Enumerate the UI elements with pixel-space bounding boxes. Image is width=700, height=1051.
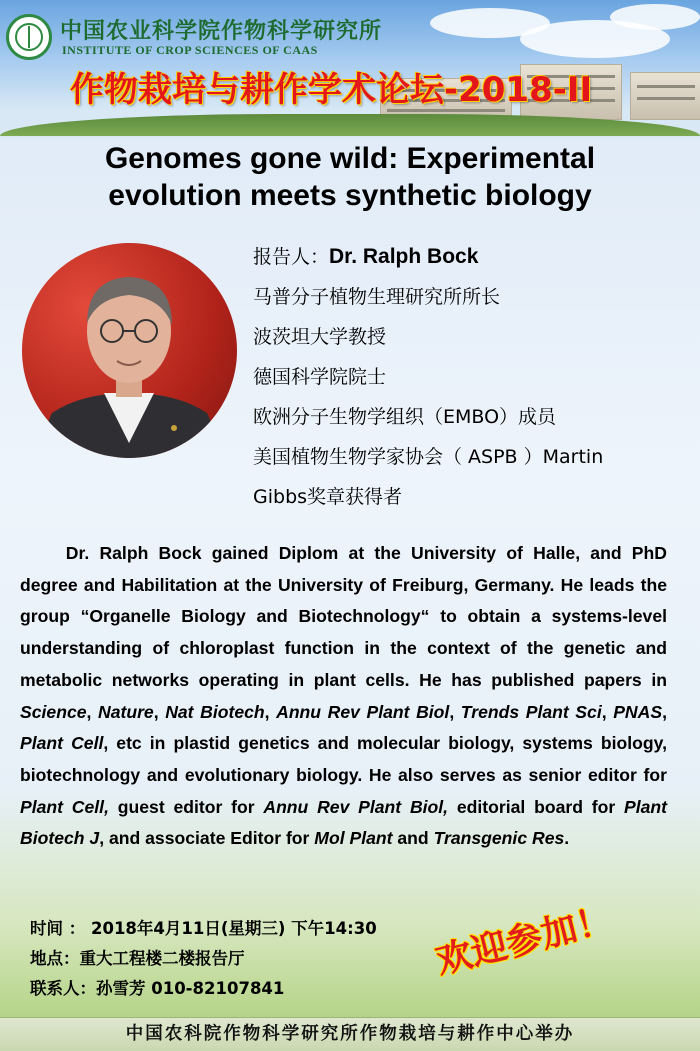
event-info bbox=[30, 914, 377, 1004]
journal-name: Trends Plant Sci bbox=[460, 701, 602, 722]
speaker-title: 德国科学院院士 bbox=[253, 366, 387, 388]
event-place: 地点：重大工程楼二楼报告厅 bbox=[30, 949, 245, 968]
journal-name: Annu Rev Plant Biol, bbox=[263, 796, 449, 817]
talk-title-line1: Genomes gone wild: Experimental bbox=[104, 142, 596, 175]
journal-name: Plant Biotech J bbox=[20, 796, 667, 849]
speaker-title: Gibbs奖章获得者 bbox=[253, 486, 403, 508]
institute-logo-icon bbox=[6, 14, 52, 60]
journal-name: Plant Cell, bbox=[20, 796, 109, 817]
speaker-title: 欧洲分子生物学组织（EMBO）成员 bbox=[253, 406, 557, 428]
talk-title bbox=[0, 140, 700, 214]
header-banner bbox=[0, 0, 700, 138]
organizer-footer: 中国农科院作物科学研究所作物栽培与耕作中心举办 bbox=[0, 1017, 700, 1051]
speaker-name-line bbox=[253, 240, 693, 280]
journal-name: Nature bbox=[97, 701, 154, 722]
institute-name-cn: 中国农业科学院作物科学研究所 bbox=[60, 19, 383, 44]
journal-name: Plant Cell bbox=[20, 733, 104, 754]
cloud bbox=[610, 4, 700, 30]
speaker-title: 马普分子植物生理研究所所长 bbox=[253, 286, 501, 308]
speaker-info bbox=[253, 240, 693, 520]
journal-name: Science bbox=[20, 701, 87, 722]
speaker-name: Dr. Ralph Bock bbox=[329, 245, 479, 268]
speaker-title: 波茨坦大学教授 bbox=[253, 326, 387, 348]
event-contact: 联系人：孙雪芳 010-82107841 bbox=[30, 979, 285, 998]
building bbox=[630, 72, 700, 120]
speaker-photo bbox=[22, 243, 237, 458]
speaker-label: 报告人： bbox=[253, 246, 330, 268]
journal-name: Nat Biotech bbox=[165, 701, 265, 722]
welcome-text: 欢迎参加！ bbox=[431, 898, 617, 983]
speaker-title: 美国植物生物学家协会（ ASPB ）Martin bbox=[253, 446, 604, 468]
institute-name-en: INSTITUTE OF CROP SCIENCES OF CAAS bbox=[62, 43, 318, 57]
journal-name: Transgenic Res bbox=[433, 828, 565, 849]
forum-title: 作物栽培与耕作学术论坛-2018-II bbox=[70, 70, 593, 110]
journal-name: Mol Plant bbox=[314, 828, 393, 849]
journal-name: Annu Rev Plant Biol bbox=[276, 701, 450, 722]
speaker-biography: Dr. Ralph Bock gained Diplom at the University of Halle, and PhD degree and Habilitation at the University of Freiburg, Germany. He leads the group “Organelle Biology and Biotechnology“ to obtain a systems-level understanding of chloroplast function in the context of the genetic and metabolic networks operating in plant cells. He has published papers in Science, Nature, Nat Biotech, Annu Rev Plant Biol, Trends Plant Sci, PNAS, Plant Cell, etc in plastid genetics and molecular biology, systems biology, biotechnology and evolutionary biology. He also serves as senior editor for Plant Cell, guest editor for Annu Rev Plant Biol, editorial board for Plant Biotech J, and associate Editor for Mol Plant and Transgenic Res. bbox=[20, 543, 667, 849]
journal-name: PNAS bbox=[613, 701, 663, 722]
event-time: 时间 ： 2018年4月11日(星期三) 下午14:30 bbox=[30, 919, 377, 938]
talk-title-line2: evolution meets synthetic biology bbox=[108, 179, 592, 212]
